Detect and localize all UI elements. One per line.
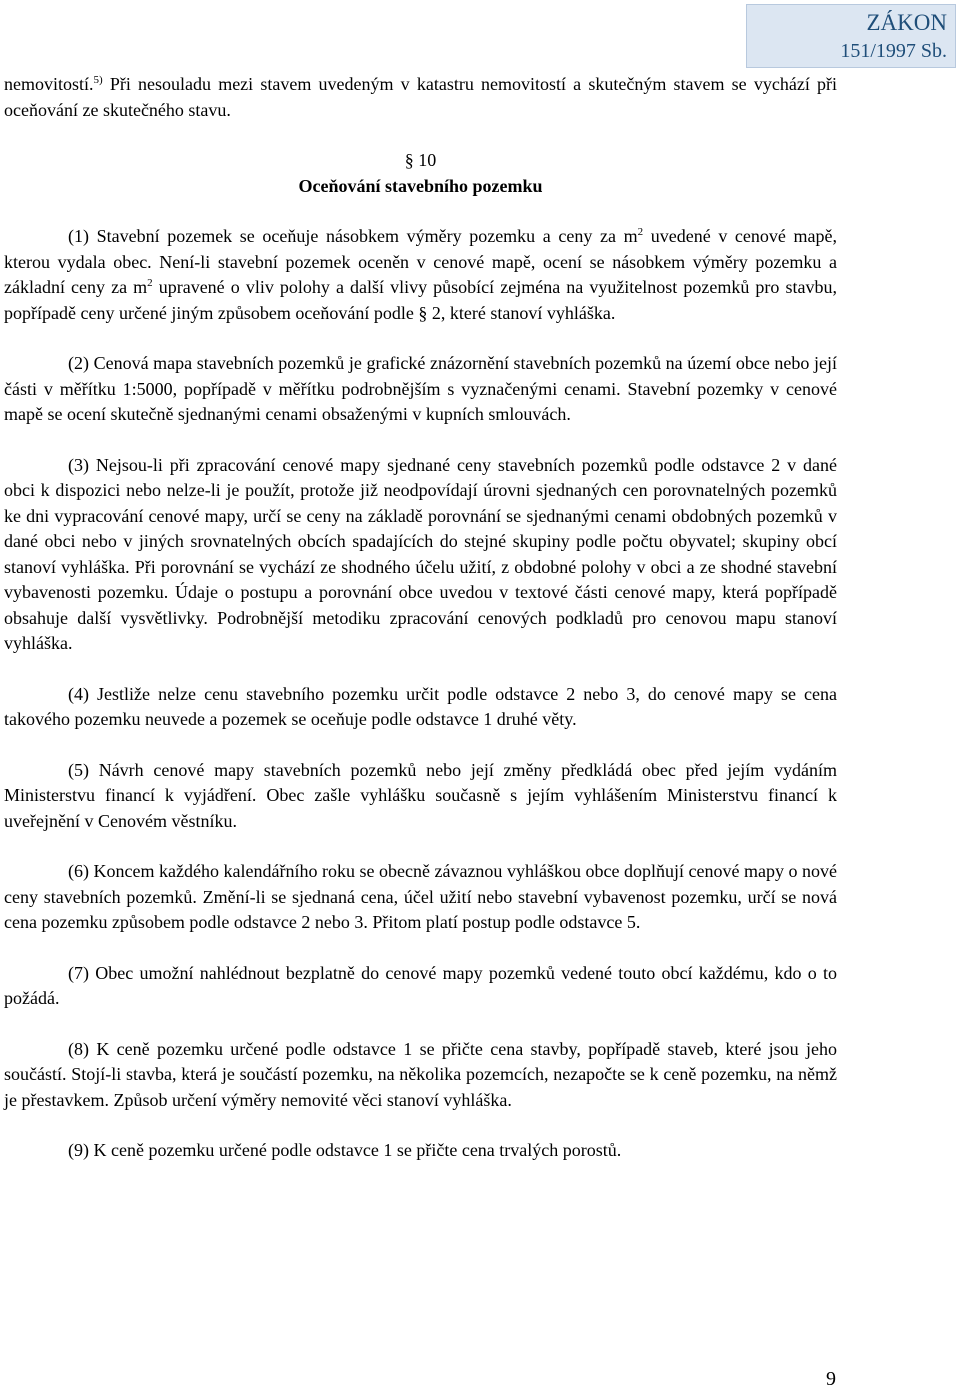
paragraph-3: (3) Nejsou-li při zpracování cenové mapy sjednané ceny stavebních pozemků podle odstavce 2 v dané obci k dispozici nebo nelze-li je použít, protože již neodpovídají úrovni sjednaných cen porovnatelných pozemků ke dni vypracování cenové mapy, určí se ceny na základě porovnání se sjednanými cenami obdobných pozemků v dané obci nebo v jiných srovnatelných obcích spadajících do stejné skupiny podle počtu obyvatel; skupiny obcí stanoví vyhláška. Při porovnání se vychází ze shodného účelu užití, z obdobné polohy v obci a ze shodné stavební vybavenosti pozemku. Údaje o postupu a porovnání obce uvedou v textové části cenové mapy, která popřípadě obsahuje další vysvětlivky. Podrobnější metodiku zpracování cenových podkladů pro cenovou mapu stanoví vyhláška. xyxy=(4,454,837,653)
paragraph-6: (6) Koncem každého kalendářního roku se obecně závaznou vyhláškou obce doplňují cenové mapy o nové ceny stavebních pozemků. Změní-li se sjednaná cena, účel užití nebo stavební vybavenost pozemku, určí se nová cena pozemku způsobem podle odstavce 2 nebo 3. Přitom platí postup podle odstavce 5. xyxy=(4,861,837,932)
paragraph-1-text-c: upravené o vliv polohy a další vlivy působící zejména na využitelnost pozemků pro stavbu, popřípadě ceny určené jiným způsobem oceňování podle § 2, které stanoví vyhláška. xyxy=(4,277,837,323)
intro-paragraph xyxy=(4,72,837,123)
paragraph-1-text-a: (1) Stavební pozemek se oceňuje násobkem výměry pozemku a ceny za m xyxy=(68,226,638,246)
paragraph-7: (7) Obec umožní nahlédnout bezplatně do cenové mapy pozemků vedené touto obcí každému, kdo o to požádá. xyxy=(4,962,837,1008)
intro-text-end: Při nesouladu mezi stavem uvedeným v katastru nemovitostí a skutečným stavem se vychází při oceňování ze skutečného stavu. xyxy=(4,74,837,120)
law-header-number: 151/1997 Sb. xyxy=(840,40,947,62)
paragraph-2: (2) Cenová mapa stavebních pozemků je grafické znázornění stavebních pozemků na území obce nebo její části v měřítku 1:5000, popřípadě v měřítku podrobnějším s vyznačenými cenami. Stavební pozemky v cenové mapě se ocení skutečně sjednanými cenami obsaženými v kupních smlouvách. xyxy=(4,353,837,424)
paragraph-1 xyxy=(4,224,837,326)
page-number: 9 xyxy=(826,1368,836,1390)
law-header-badge xyxy=(746,4,956,68)
superscript-2: 2 xyxy=(637,226,644,238)
paragraph-1-text-b: uvedené v cenové mapě, kterou vydala obec. Není-li stavební pozemek oceněn v cenové mapě, ocení se násobkem výměry pozemku a základní ceny za m xyxy=(4,226,837,297)
intro-text-start: nemovitostí. xyxy=(4,74,94,94)
section-title: Oceňování stavebního pozemku xyxy=(298,175,543,196)
paragraph-5: (5) Návrh cenové mapy stavebních pozemků nebo její změny předkládá obec před jejím vydáním Ministerstvu financí k vyjádření. Obec zašle vyhlášku současně s jejím vyhlášením Ministerstvu financí k uveřejnění v Cenovém věstníku. xyxy=(4,759,837,831)
section-number: § 10 xyxy=(404,150,437,170)
law-header-title: ZÁKON xyxy=(866,10,947,35)
document-body xyxy=(4,72,837,1164)
paragraph-8: (8) K ceně pozemku určené podle odstavce 1 se přičte cena stavby, popřípadě staveb, které jsou jeho součástí. Stojí-li stavba, která je součástí pozemku, na několika pozemcích, nezapočte se k ceně pozemku, na němž je přestavkem. Způsob určení výměry nemovité věci stanoví vyhláška. xyxy=(4,1038,837,1110)
footnote-reference: 5) xyxy=(93,74,103,86)
section-heading xyxy=(4,148,837,199)
superscript-2: 2 xyxy=(147,277,153,289)
paragraph-9: (9) K ceně pozemku určené podle odstavce 1 se přičte cena trvalých porostů. xyxy=(68,1140,622,1160)
paragraph-4: (4) Jestliže nelze cenu stavebního pozemku určit podle odstavce 2 nebo 3, do cenové mapy se cena takového pozemku neuvede a pozemek se oceňuje podle odstavce 1 druhé věty. xyxy=(4,683,837,729)
